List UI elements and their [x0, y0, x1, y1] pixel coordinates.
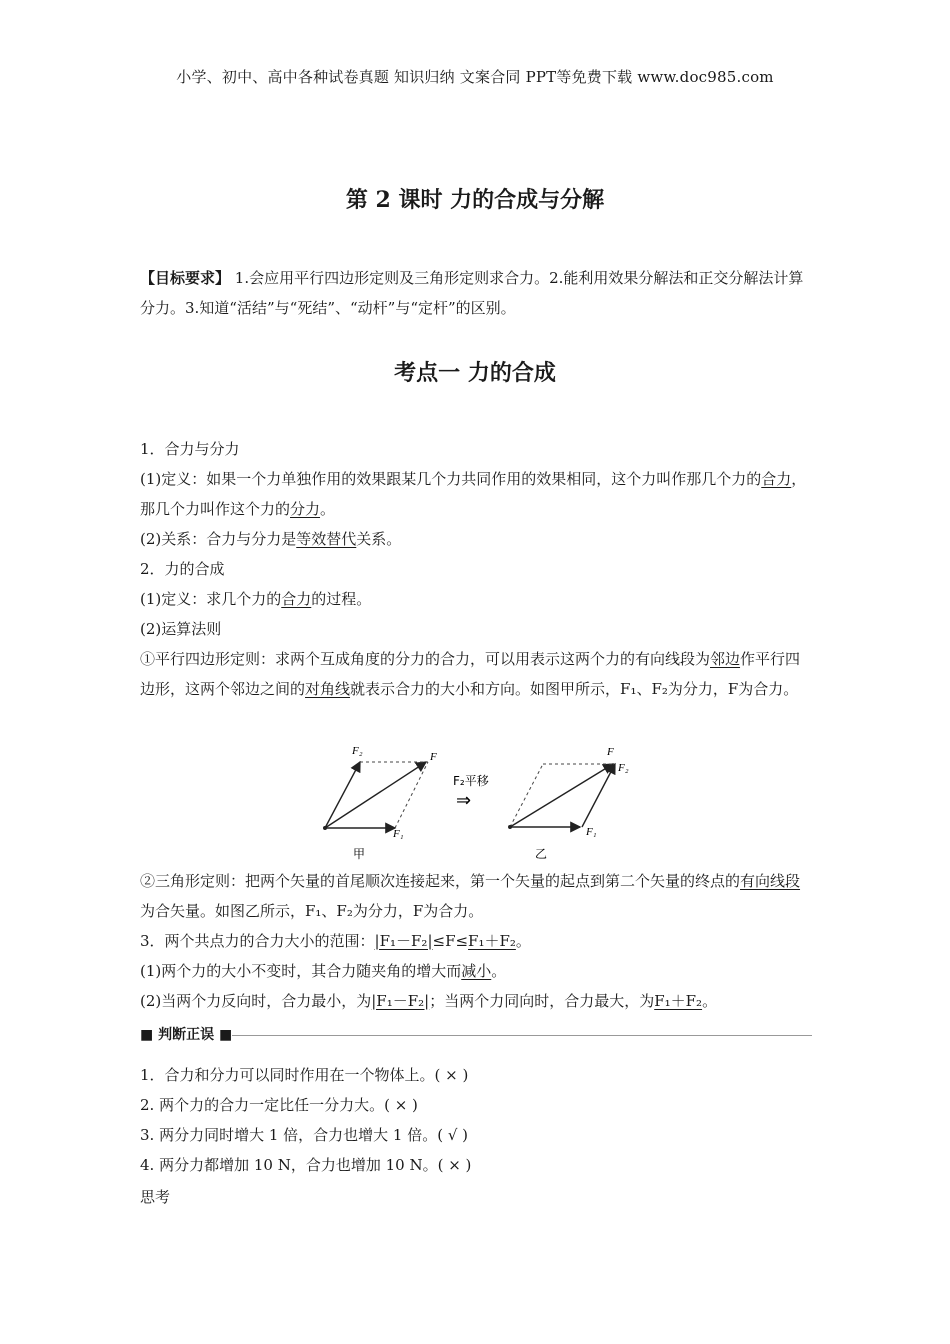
origin-point [323, 826, 327, 830]
blank-answer: 减小 [461, 962, 492, 980]
blank-answer: 分力 [290, 500, 321, 518]
label-f: F [430, 751, 437, 763]
shift-label: F₂平移 [453, 774, 489, 788]
section-title: 考点一 力的合成 [394, 360, 556, 386]
text-segment: 就表示合力的大小和方向。如图甲所示， [350, 680, 621, 698]
blank-answer: F₁＋F₂ [654, 992, 703, 1010]
text-segment: (2)当两个力反向时，合力最小，为 [140, 992, 372, 1010]
text-segment: ；当两个力同向时，合力最大，为 [429, 992, 655, 1010]
implies-arrow: ⇒ [456, 790, 472, 811]
text-segment: 。 [491, 962, 507, 980]
label-f2: F₂ [618, 762, 629, 774]
resultant-f-arrow [510, 764, 613, 827]
caption-jia: 甲 [353, 847, 366, 861]
judge-item-3: 3. 两分力同时增大 1 倍，合力也增大 1 倍。( √ ) [140, 1126, 469, 1144]
label-f2: F₂ [352, 745, 363, 757]
blank-answer: 邻边 [710, 650, 741, 668]
triangle-diagram [508, 746, 629, 861]
text-segment: ②三角形定则：把两个矢量的首尾顺次连接起来，第一个矢量的起点到第二个矢量的终点的 [140, 872, 741, 890]
label-f1: F₁ [393, 828, 404, 840]
blank-answer: 合力 [761, 470, 792, 488]
text-segment: (2)关系：合力与分力是 [140, 530, 297, 548]
para-11 [140, 986, 812, 1016]
para-3 [140, 524, 812, 554]
text-segment: 为合矢量。如图乙所示，F₁、F₂为分力，F为合力。 [140, 902, 484, 920]
blank-answer: 合力 [281, 590, 312, 608]
para-7 [140, 644, 812, 704]
resultant-f-arrow [325, 762, 426, 828]
text-segment: F₁、F₂为分力，F为合力。 [620, 680, 799, 698]
para-6: (2)运算法则 [140, 620, 222, 638]
judge-section-header [140, 1024, 812, 1046]
para-8 [140, 866, 812, 926]
text-segment: 。 [515, 932, 531, 950]
para-9 [140, 926, 812, 956]
force-composition-figure [305, 738, 645, 863]
lesson-title: 第 2 课时 力的合成与分解 [345, 187, 605, 213]
goals-text: 1.会应用平行四边形定则及三角形定则求合力。2.能利用效果分解法和正交分解法计算分力。3.知道“活结”与“死结”、“动杆”与“定杆”的区别。 [140, 269, 804, 317]
text-segment: 3．两个共点力的合力大小的范围： [140, 932, 375, 950]
parallelogram-diagram [323, 745, 437, 861]
goals-label: 【目标要求】 [140, 269, 231, 287]
text-segment: ≤F≤ [432, 932, 469, 950]
blank-answer: 等效替代 [296, 530, 357, 548]
para-10 [140, 956, 812, 986]
judge-item-4: 4. 两分力都增加 10 N，合力也增加 10 N。( × ) [140, 1156, 472, 1174]
text-segment: 。 [702, 992, 718, 1010]
learning-goals [140, 263, 812, 323]
blank-answer: 有向线段 [740, 872, 801, 890]
divider-line [232, 1035, 812, 1036]
text-segment: ①平行四边形定则：求两个互成角度的分力的合力，可以用表示这两个力的有向线段为 [140, 650, 711, 668]
text-segment: 的过程。 [311, 590, 372, 608]
text-segment: 。 [320, 500, 336, 518]
text-segment: (1)定义：如果一个力单独作用的效果跟某几个力共同作用的效果相同，这个力叫作那几个力的 [140, 470, 762, 488]
text-segment: ，那几个力叫作这个力的 [140, 470, 807, 518]
para-5 [140, 584, 812, 614]
caption-yi: 乙 [535, 847, 548, 861]
judge-item-2: 2. 两个力的合力一定比任一分力大。( × ) [140, 1096, 418, 1114]
text-segment: (1)定义：求几个力的 [140, 590, 282, 608]
para-2 [140, 464, 812, 524]
text-segment: 关系。 [356, 530, 402, 548]
label-f: F [607, 746, 614, 758]
think-label: 思考 [140, 1188, 171, 1206]
text-segment: (1)两个力的大小不变时，其合力随夹角的增大而 [140, 962, 462, 980]
judge-item-1: 1．合力和分力可以同时作用在一个物体上。( × ) [140, 1066, 469, 1084]
origin-point [508, 825, 512, 829]
text-segment: 作平行四边形，这两个邻边之间的 [140, 650, 801, 698]
para-1: 1．合力与分力 [140, 440, 240, 458]
page-header: 小学、初中、高中各种试卷真题 知识归纳 文案合同 PPT等免费下载 www.doc985.com [176, 68, 774, 86]
para-4: 2．力的合成 [140, 560, 225, 578]
blank-answer: |F₁－F₂| [371, 992, 430, 1010]
blank-answer: 对角线 [305, 680, 351, 698]
blank-answer: F₁＋F₂ [468, 932, 516, 950]
blank-answer: |F₁－F₂| [374, 932, 433, 950]
judge-label: ■ 判断正误 ■ [140, 1027, 233, 1043]
force-f2-arrow [325, 762, 360, 828]
label-f1: F₁ [586, 826, 597, 838]
